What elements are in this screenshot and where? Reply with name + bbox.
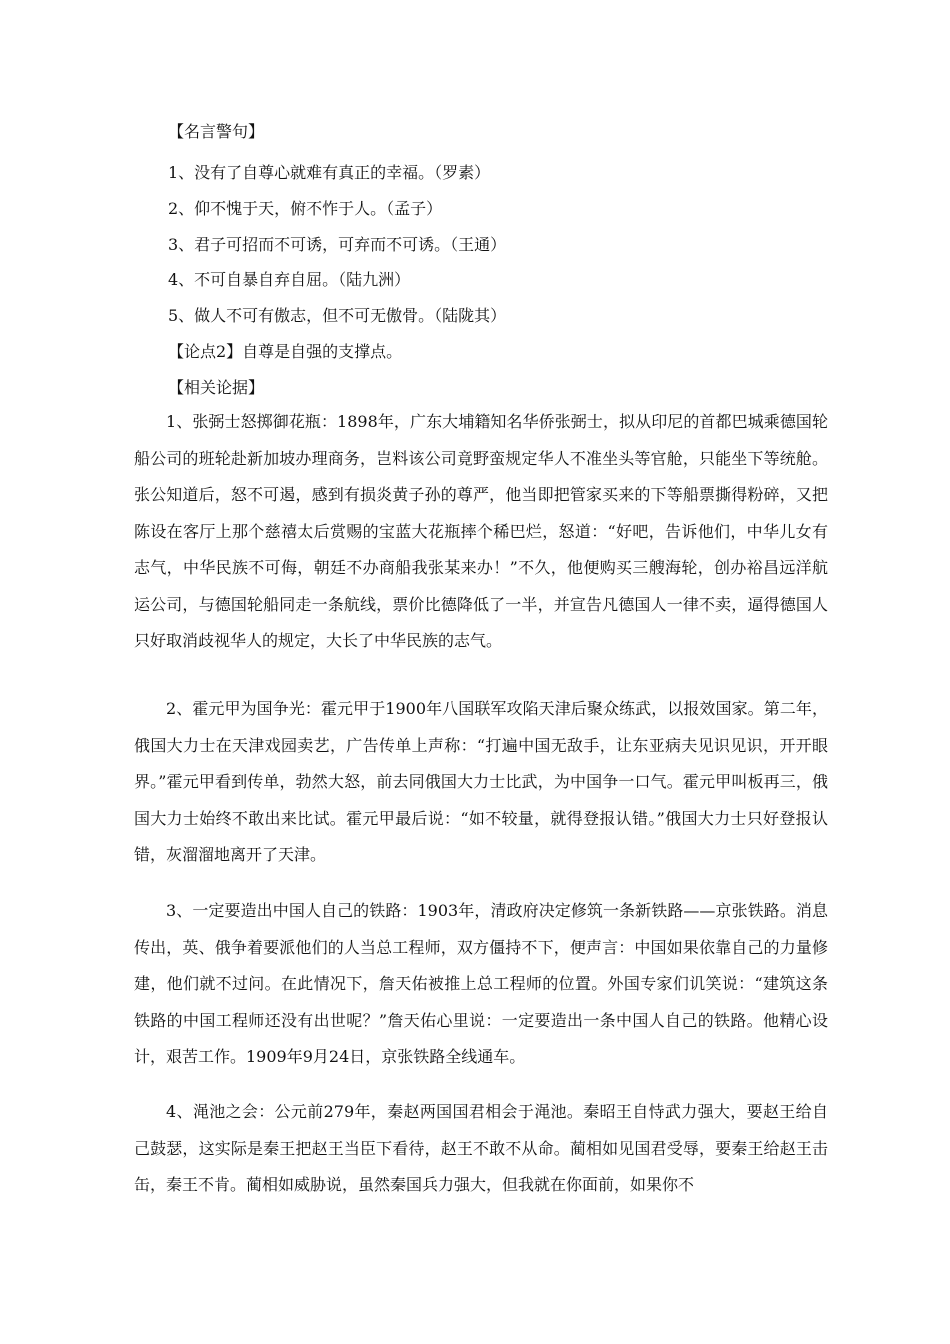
quotes-heading: 【名言警句】	[168, 122, 265, 141]
evidence-paragraph-1: 1、张弼士怒掷御花瓶：1898年，广东大埔籍知名华侨张弼士，拟从印尼的首都巴城乘德国轮船公司的班轮赴新加坡办理商务，岂料该公司竟野蛮规定华人不准坐头等官舱，只能坐下等统舱。张公知道后，怒不可遏，感到有损炎黄子孙的尊严，他当即把管家买来的下等船票撕得粉碎，又把陈设在客厅上那个慈禧太后赏赐的宝蓝大花瓶摔个稀巴烂，怒道：“好吧，告诉他们，中华儿女有志气，中华民族不可侮，朝廷不办商船我张某来办！”不久，他便购买三艘海轮，创办裕昌远洋航运公司，与德国轮船同走一条航线，票价比德降低了一半，并宣告凡德国人一律不卖，逼得德国人只好取消歧视华人的规定，大长了中华民族的志气。	[134, 412, 828, 650]
quote-item: 4、不可自暴自弃自屈。（陆九洲）	[168, 270, 411, 289]
quote-item: 5、做人不可有傲志，但不可无傲骨。（陆陇其）	[168, 306, 507, 325]
evidence-paragraph-4: 4、渑池之会：公元前279年，秦赵两国国君相会于渑池。秦昭王自恃武力强大，要赵王给自己鼓瑟，这实际是秦王把赵王当臣下看待，赵王不敢不从命。蔺相如见国君受辱，要秦王给赵王击缶，秦王不肯。蔺相如威胁说，虽然秦国兵力强大，但我就在你面前，如果你不	[134, 1102, 828, 1194]
evidence-paragraph-2: 2、霍元甲为国争光：霍元甲于1900年八国联军攻陷天津后聚众练武，以报效国家。第二年，俄国大力士在天津戏园卖艺，广告传单上声称：“打遍中国无敌手，让东亚病夫见识见识，开开眼界。”霍元甲看到传单，勃然大怒，前去同俄国大力士比武，为中国争一口气。霍元甲叫板再三，俄国大力士始终不敢出来比试。霍元甲最后说：“如不较量，就得登报认错。”俄国大力士只好登报认错，灰溜溜地离开了天津。	[134, 699, 828, 864]
quote-item: 2、仰不愧于天，俯不怍于人。（孟子）	[168, 199, 443, 218]
evidence-heading: 【相关论据】	[168, 378, 265, 397]
argument-heading: 【论点2】自尊是自强的支撑点。	[168, 342, 403, 361]
quote-item: 1、没有了自尊心就难有真正的幸福。（罗素）	[168, 163, 491, 182]
quote-item: 3、君子可招而不可诱，可弃而不可诱。（王通）	[168, 235, 507, 254]
evidence-paragraph-3: 3、一定要造出中国人自己的铁路：1903年，清政府决定修筑一条新铁路——京张铁路。消息传出，英、俄争着要派他们的人当总工程师，双方僵持不下，便声言：中国如果依靠自己的力量修建，他们就不过问。在此情况下，詹天佑被推上总工程师的位置。外国专家们讥笑说：“建筑这条铁路的中国工程师还没有出世呢？”詹天佑心里说：一定要造出一条中国人自己的铁路。他精心设计，艰苦工作。1909年9月24日，京张铁路全线通车。	[134, 901, 828, 1066]
